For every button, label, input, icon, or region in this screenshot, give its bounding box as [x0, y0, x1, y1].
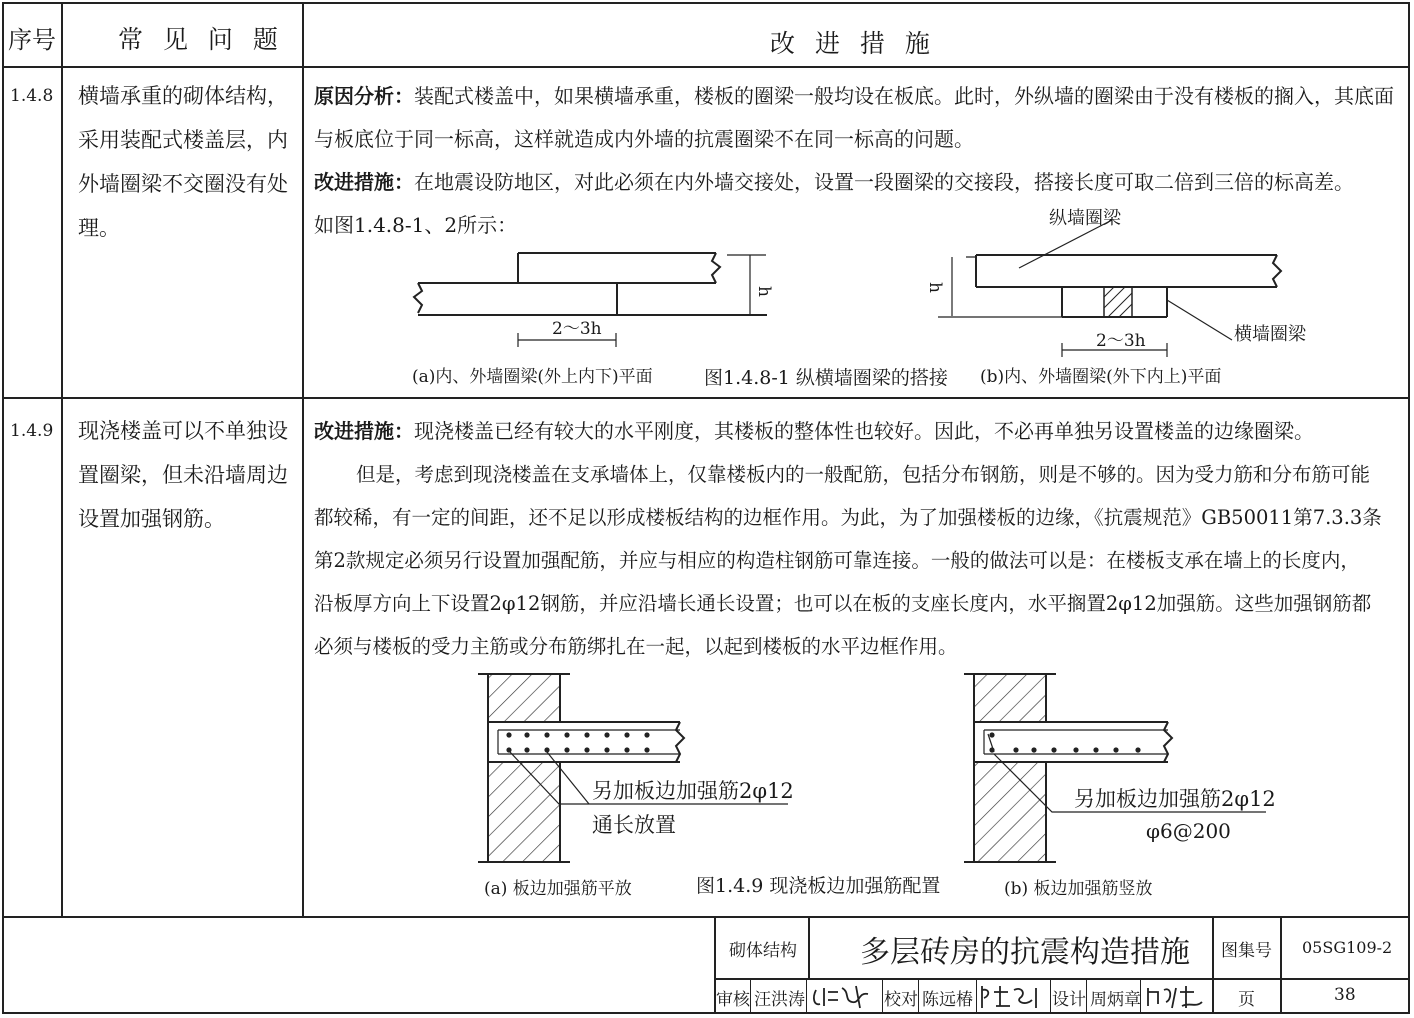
tb-col: [1086, 978, 1087, 1014]
problem-line: 置圈梁，但未沿墙周边: [78, 463, 288, 487]
caption-a: (a) 板边加强筋平放: [484, 879, 632, 899]
measure-label: 改进措施：: [314, 170, 414, 194]
label-b-rebar: 另加板边加强筋2φ12: [1074, 787, 1276, 811]
tb-col: [1280, 916, 1282, 1014]
tb-review-name: 汪洪涛: [754, 990, 805, 1010]
figure-reference: 如图1.4.8-1、2所示：: [314, 213, 518, 237]
header-measure: 改 进 措 施: [770, 29, 936, 58]
tb-col: [1212, 916, 1214, 1014]
measure-body: 在地震设防地区，对此必须在内外墙交接处，设置一段圈梁的交接段，搭接长度可取二倍到三倍的标高差。: [414, 170, 1354, 194]
tb-category: 砌体结构: [729, 941, 797, 961]
wall-lower-b: [974, 762, 1046, 862]
label-a-note: 通长放置: [592, 813, 676, 837]
col-divider-1: [61, 2, 63, 918]
problem-line: 设置加强钢筋。: [78, 507, 225, 531]
table-border-top: [2, 2, 1410, 4]
slab-b: [974, 722, 1168, 762]
caption-b: (b) 板边加强筋竖放: [1004, 879, 1153, 899]
paragraph-line: 都较稀，有一定的间距，还不足以形成楼板结构的边框作用。为此，为了加强楼板的边缘，《抗震规范》GB50011第7.3.3条: [314, 506, 1382, 529]
table-border-bottom: [2, 1012, 1410, 1014]
cause-text: 装配式楼盖中，如果横墙承重，楼板的圈梁一般均设在板底。此时，外纵墙的圈梁由于没有楼板的搁入，其底面: [414, 84, 1394, 108]
problem-line: 理。: [78, 216, 120, 240]
tb-row-divider: [714, 978, 1410, 980]
dim-h-a: h: [754, 286, 774, 297]
label-long-beam: 纵墙圈梁: [1049, 208, 1121, 229]
measure-label: 改进措施：: [314, 419, 414, 443]
signature-check: [978, 982, 1048, 1012]
inner-beam-a: [418, 283, 767, 315]
caption-main: 图1.4.9 现浇板边加强筋配置: [696, 875, 941, 897]
tb-title: 多层砖房的抗震构造措施: [860, 935, 1190, 970]
problem-line: 外墙圈梁不交圈没有处: [78, 172, 288, 196]
wall-upper-b: [974, 674, 1046, 722]
titleblock-divider: [2, 916, 1410, 918]
header-no: 序号: [8, 26, 56, 54]
figure-1-4-9: [304, 664, 1408, 914]
tb-col: [750, 978, 751, 1014]
paragraph-line: 必须与楼板的受力主筋或分布筋绑扎在一起，以起到楼板的水平边框作用。: [314, 635, 958, 658]
tb-check-label: 校对: [884, 990, 918, 1010]
problem-line: 现浇楼盖可以不单独设: [78, 419, 288, 443]
outer-beam-a: [518, 253, 716, 283]
tb-page-no: 38: [1334, 985, 1356, 1005]
signature-review: [810, 982, 880, 1012]
paragraph-line: 但是，考虑到现浇楼盖在支承墙体上，仅靠楼板内的一般配筋，包括分布钢筋，则是不够的。因为受力筋和分布筋可能: [356, 463, 1371, 486]
label-cross-beam: 横墙圈梁: [1234, 324, 1306, 345]
header-divider: [2, 66, 1410, 68]
dim-len-a: 2～3h: [552, 319, 602, 339]
label-a-rebar: 另加板边加强筋2φ12: [592, 779, 794, 803]
paragraph-line: 沿板厚方向上下设置2φ12钢筋，并应沿墙长通长设置；也可以在板的支座长度内，水平搁置2φ12加强筋。这些加强钢筋都: [314, 592, 1372, 615]
tb-col: [976, 978, 977, 1014]
wall-upper-a: [488, 674, 560, 722]
tb-check-name: 陈远椿: [922, 990, 973, 1010]
row-number: 1.4.9: [10, 421, 54, 441]
caption-b: (b)内、外墙圈梁(外下内上)平面: [980, 367, 1222, 387]
label-b-stirrup: φ6@200: [1146, 819, 1231, 843]
tb-design-label: 设计: [1052, 990, 1086, 1010]
problem-text: [78, 409, 288, 541]
tb-col: [806, 978, 807, 1014]
tb-page-label: 页: [1238, 990, 1255, 1010]
slab-a: [488, 722, 680, 762]
dim-h-b: h: [925, 282, 945, 293]
problem-line: 横墙承重的砌体结构，: [78, 84, 288, 108]
row-divider: [2, 397, 1410, 399]
signature-design: [1142, 982, 1210, 1012]
dim-len-b: 2～3h: [1096, 331, 1146, 351]
wall-lower-a: [488, 762, 560, 862]
cross-beam-b: [1062, 287, 1167, 317]
outer-beam-b: [976, 255, 1277, 287]
caption-a: (a)内、外墙圈梁(外上内下)平面: [412, 367, 653, 387]
measure-body: 现浇楼盖已经有较大的水平刚度，其楼板的整体性也较好。因此，不必再单独另设置楼盖的边缘圈梁。: [414, 419, 1314, 443]
tb-col: [918, 978, 919, 1014]
caption-main: 图1.4.8-1 纵横墙圈梁的搭接: [704, 367, 948, 389]
row-number: 1.4.8: [10, 86, 54, 106]
tb-col: [808, 916, 810, 978]
figure-1-4-8: [304, 200, 1408, 396]
problem-line: 采用装配式楼盖层，内: [78, 128, 288, 152]
tb-atlas-no: 05SG109-2: [1302, 938, 1393, 957]
table-border-left: [2, 2, 4, 1014]
cause-text: 与板底位于同一标高，这样就造成内外墙的抗震圈梁不在同一标高的问题。: [314, 127, 974, 151]
measure-text: [314, 410, 1382, 668]
paragraph-line: 第2款规定必须另行设置加强配筋，并应与相应的构造柱钢筋可靠连接。一般的做法可以是：在楼板支承在墙上的长度内，: [314, 549, 1360, 572]
cause-label: 原因分析：: [314, 84, 414, 108]
problem-text: [78, 74, 288, 250]
tb-col: [1050, 978, 1051, 1014]
tb-design-name: 周炳章: [1090, 990, 1141, 1010]
tb-atlas-label: 图集号: [1221, 941, 1272, 961]
header-problem: 常 见 问 题: [118, 25, 284, 54]
table-border-right: [1408, 2, 1410, 1014]
tb-col: [882, 978, 883, 1014]
tb-review-label: 审核: [716, 990, 750, 1010]
